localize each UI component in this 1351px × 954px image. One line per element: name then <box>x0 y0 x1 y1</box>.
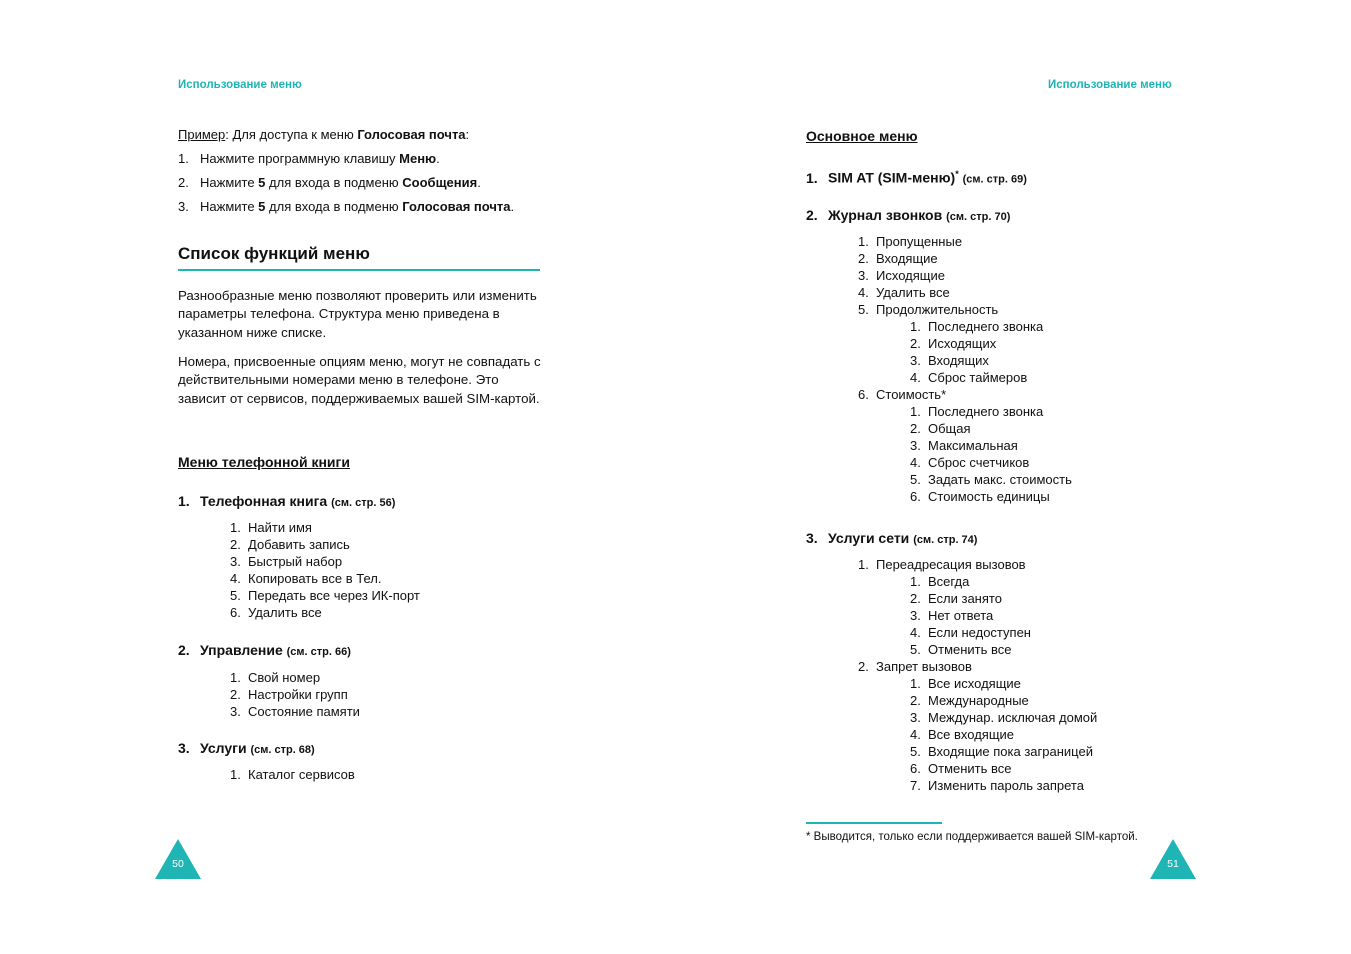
step-text: . <box>436 151 440 166</box>
sub-list-item: 2. Международные <box>910 693 1029 708</box>
sub-list-item: 6. Отменить все <box>910 761 1012 776</box>
menu-number: 1. <box>178 493 190 509</box>
list-item: 1. Найти имя <box>230 520 312 535</box>
menu-heading-sim <box>806 169 1027 186</box>
menu-title: Телефонная книга <box>200 493 328 509</box>
page-ref: (см. стр. 74) <box>913 534 978 546</box>
step-text: . <box>477 175 481 190</box>
page-number-right: 51 <box>1167 858 1179 870</box>
example-line <box>178 126 469 143</box>
menu-title: Услуги <box>200 740 247 756</box>
sub-list-item: 1. Все исходящие <box>910 676 1021 691</box>
submenu-list <box>230 519 420 621</box>
main-menu-heading: Основное меню <box>806 128 918 144</box>
section-rule <box>178 269 540 271</box>
page-ref: (см. стр. 68) <box>250 744 315 756</box>
left-running-header: Использование меню <box>178 79 302 91</box>
sub-list-item: 3. Нет ответа <box>910 608 994 623</box>
step-text: Нажмите <box>200 199 259 214</box>
menu-title: SIM AT (SIM-меню) <box>828 169 956 186</box>
list-item: 1. Переадресация вызовов <box>858 557 1026 572</box>
sub-list-item: 3. Входящих <box>910 353 989 368</box>
example-label: Пример <box>178 127 226 142</box>
list-item: 5. Продолжительность <box>858 302 999 317</box>
list-item: 2. Настройки групп <box>230 687 348 702</box>
menu-number: 3. <box>178 740 190 756</box>
sub-list-item: 1. Всегда <box>910 574 970 589</box>
step-text: . <box>510 199 515 214</box>
list-item: 1. Пропущенные <box>858 234 963 249</box>
list-item: 2. Входящие <box>858 251 938 266</box>
submenu-list <box>230 669 360 720</box>
step-text: Нажмите <box>200 175 259 190</box>
paragraph-2: Номера, присвоенные опциям меню, могут не совпадать с действительными номерами меню в телефоне. Это зависит от сервисов, поддерживаемых вашей SIM-картой. <box>178 354 541 406</box>
sub-list-item: 2. Исходящих <box>910 336 997 351</box>
list-item: 3. Быстрый набор <box>230 554 343 569</box>
menu-heading-network <box>806 530 977 546</box>
list-item: 4. Удалить все <box>858 285 950 300</box>
menu-number: 2. <box>806 207 818 223</box>
step-number: 3. <box>178 199 189 214</box>
footnote-mark: * <box>955 169 959 179</box>
step-bold: 5 <box>258 199 266 214</box>
sub-list-item: 4. Если недоступен <box>910 625 1031 640</box>
sub-list-item: 1. Последнего звонка <box>910 404 1044 419</box>
sub-list-item: 4. Все входящие <box>910 727 1015 742</box>
sub-list-item: 6. Стоимость единицы <box>910 489 1050 504</box>
page-number-left: 50 <box>172 858 184 870</box>
step-3 <box>178 198 514 215</box>
list-item: 4. Копировать все в Тел. <box>230 571 382 586</box>
sub-list-item: 5. Отменить все <box>910 642 1012 657</box>
network-list <box>858 556 1097 794</box>
step-number: 2. <box>178 175 189 190</box>
sub-list-item: 2. Общая <box>910 421 971 436</box>
step-bold: Меню <box>399 151 437 166</box>
sub-list-item: 4. Сброс таймеров <box>910 370 1028 385</box>
step-number: 1. <box>178 151 189 166</box>
step-bold: Голосовая почта <box>402 199 511 214</box>
example-end: : <box>465 127 470 142</box>
sub-list-item: 1. Последнего звонка <box>910 319 1044 334</box>
list-item: 2. Запрет вызовов <box>858 659 972 674</box>
menu-number: 2. <box>178 642 190 658</box>
menu-heading-management <box>178 642 351 658</box>
list-item: 3. Состояние памяти <box>230 704 360 719</box>
footnote: * Выводится, только если поддерживается вашей SIM-картой. <box>806 831 1138 843</box>
sub-list-item: 3. Максимальная <box>910 438 1018 453</box>
call-log-list <box>858 233 1072 505</box>
submenu-list <box>230 766 355 783</box>
step-1 <box>178 150 440 167</box>
menu-title: Услуги сети <box>828 530 910 546</box>
list-item: 6. Стоимость* <box>858 387 947 402</box>
sub-list-item: 4. Сброс счетчиков <box>910 455 1030 470</box>
list-item: 5. Передать все через ИК-порт <box>230 588 420 603</box>
menu-heading-call-log <box>806 207 1010 223</box>
page-ref: (см. стр. 56) <box>331 497 396 509</box>
menu-heading-phonebook <box>178 493 395 509</box>
sub-list-item: 5. Входящие пока заграницей <box>910 744 1093 759</box>
menu-heading-services <box>178 740 315 756</box>
section-title: Список функций меню <box>178 244 370 263</box>
footnote-rule <box>806 822 942 824</box>
sub-list-item: 5. Задать макс. стоимость <box>910 472 1072 487</box>
menu-number: 1. <box>806 169 818 186</box>
paragraph-1: Разнообразные меню позволяют проверить или изменить параметры телефона. Структура меню приведена в указанном ниже списке. <box>178 288 537 340</box>
list-item: 1. Свой номер <box>230 670 321 685</box>
list-item: 2. Добавить запись <box>230 537 350 552</box>
example-bold: Голосовая почта <box>357 127 466 142</box>
list-item: 6. Удалить все <box>230 605 322 620</box>
step-text: для входа в подменю <box>265 175 403 190</box>
phonebook-heading: Меню телефонной книги <box>178 454 350 470</box>
list-item: 3. Исходящие <box>858 268 945 283</box>
menu-title: Журнал звонков <box>828 207 943 223</box>
sub-list-item: 3. Междунар. исключая домой <box>910 710 1098 725</box>
sub-list-item: 7. Изменить пароль запрета <box>910 778 1084 793</box>
page-ref: (см. стр. 69) <box>962 173 1027 186</box>
step-bold: Сообщения <box>402 175 478 190</box>
step-text: для входа в подменю <box>265 199 403 214</box>
menu-number: 3. <box>806 530 818 546</box>
page-ref: (см. стр. 66) <box>286 646 351 658</box>
example-text: : Для доступа к меню <box>225 127 358 142</box>
right-running-header: Использование меню <box>1048 79 1172 91</box>
sub-list-item: 2. Если занято <box>910 591 1002 606</box>
menu-title: Управление <box>200 642 283 658</box>
step-text: Нажмите программную клавишу <box>200 151 400 166</box>
page-ref: (см. стр. 70) <box>946 211 1011 223</box>
list-item: 1. Каталог сервисов <box>230 767 355 782</box>
step-2 <box>178 174 481 191</box>
step-bold: 5 <box>258 175 266 190</box>
